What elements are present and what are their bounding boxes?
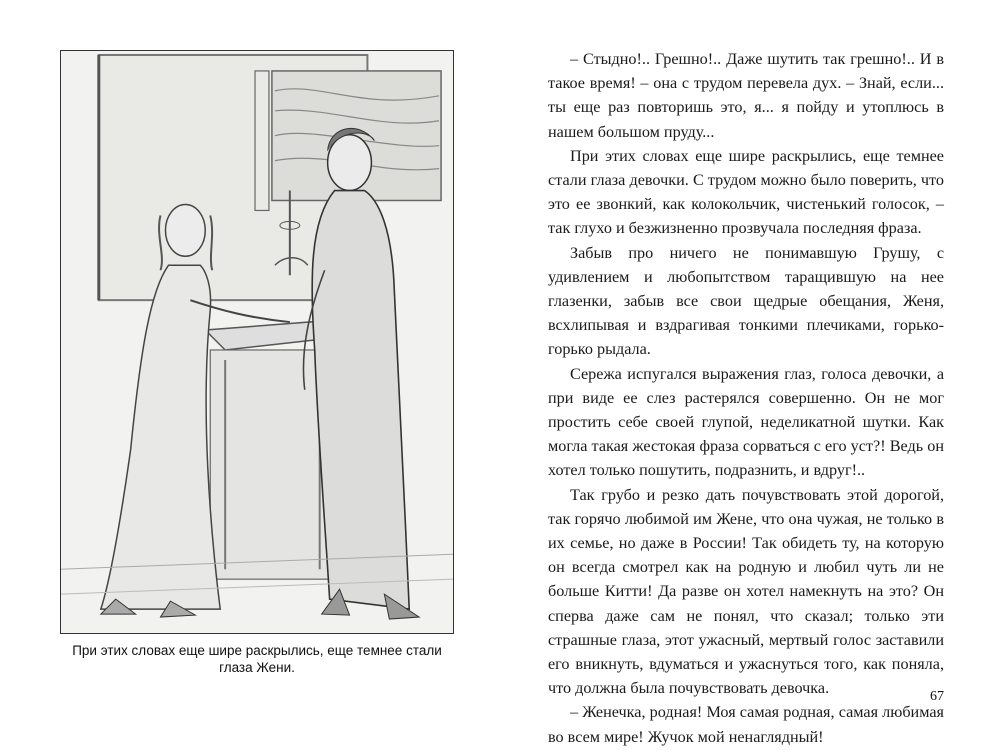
pencil-sketch-boy-and-girl — [61, 51, 453, 633]
illustration-caption: При этих словах еще шире раскрылись, еще темнее стали глаза Жени. — [72, 643, 442, 675]
page-number: 67 — [930, 689, 944, 704]
paragraph: При этих словах еще шире раскрылись, еще темнее стали глаза девочки. С трудом можно было поверить, что это ее звонкий, как колокольчик, чистенький голосок, – так глухо и безжизненно прозвучала последняя фраза. — [548, 146, 944, 238]
paragraph: Так грубо и резко дать почувствовать этой дорогой, так горячо любимой им Жене, что она чужая, не только в их семье, но даже в России! Так обидеть ту, на которую он всегда смотрел как на родную и любил чуть ли не больше Китти! Да разве он хотел намекнуть на это? Он сперва даже сам не понял, что сказал; только эти страшные глаза, этот ужасный, мертвый голос заставили его вникнуть, вдуматься и ужаснуться того, как поняла, что должна была почувствовать девочка. — [548, 485, 944, 698]
paragraph: – Стыдно!.. Грешно!.. Даже шутить так грешно!.. И в такое время! – она с трудом перевела дух. – Знай, если... ты еще раз повторишь это, я... я пойду и утоплюсь в нашем большом пруду... — [548, 50, 944, 141]
body-text — [548, 47, 944, 749]
paragraph: Забыв про ничего не понимавшую Грушу, с удивлением и любопытством таращившую на нее глазенки, забыв все свои щедрые обещания, Женя, всхлипывая и вздрагивая тонкими плечиками, горько-горько рыдала. — [548, 243, 944, 359]
paragraph: – Женечка, родная! Моя самая родная, самая любимая во всем мире! Жучок мой ненаглядный! — [548, 703, 944, 746]
book-illustration — [60, 50, 454, 634]
paragraph: Сережа испугался выражения глаз, голоса девочки, а при виде ее слез растерялся совершенно. Он не мог простить себе своей глупой, неделикатной шутки. Как могла такая жестокая фраза сорваться с его уст?! Ведь он хотел только пошутить, подразнить, и вдруг!.. — [548, 364, 944, 480]
